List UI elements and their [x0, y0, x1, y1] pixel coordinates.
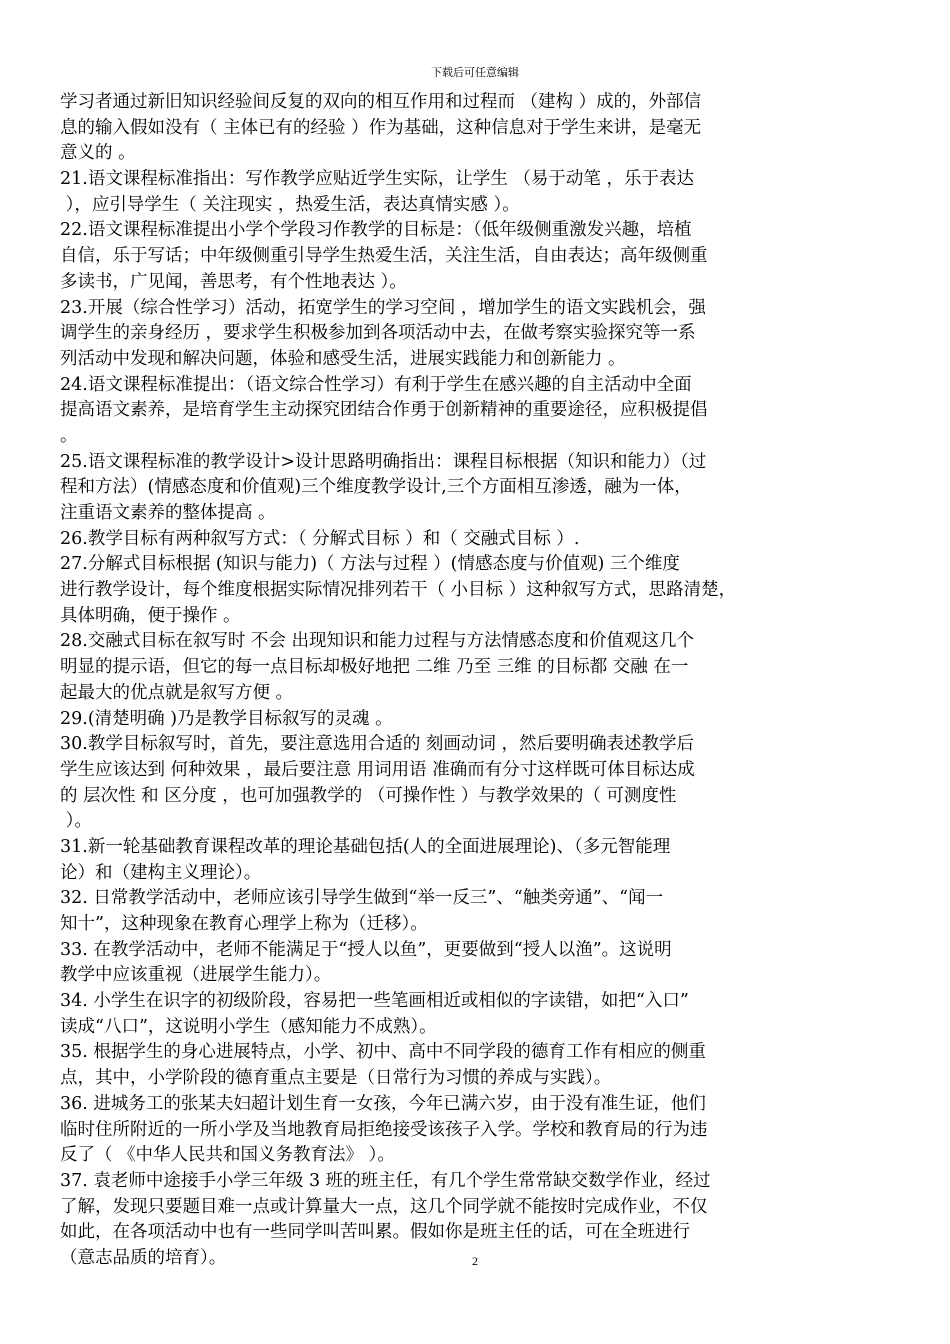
text-line: 如此，在各项活动中也有一些同学叫苦叫累。假如你是班主任的话，可在全班进行 [60, 1222, 690, 1243]
text-line: 37. 袁老师中途接手小学三年级 3 班的班主任，有几个学生常常缺交数学作业，经过 [60, 1170, 711, 1191]
text-line: 33. 在教学活动中，老师不能满足于“授人以鱼”，更要做到“授人以渔”。这说明 [60, 939, 672, 960]
text-line: 多读书，广见闻，善思考，有个性地表达 ）。 [60, 271, 407, 292]
text-line: ）。 [60, 811, 92, 832]
text-line: 息的输入假如没有（ 主体已有的经验 ）作为基础，这种信息对于学生来讲，是毫无 [60, 117, 702, 138]
text-line: 临时住所附近的一所小学及当地教育局拒绝接受该孩子入学。学校和教育局的行为违 [60, 1119, 708, 1140]
text-line: ），应引导学生（ 关注现实 ，热爱生活，表达真情实感 ）。 [60, 194, 520, 215]
text-line: 点，其中，小学阶段的德育重点主要是（日常行为习惯的养成与实践）。 [60, 1068, 612, 1089]
text-line: 明显的提示语，但它的每一点目标却极好地把 二维 乃至 三维 的目标都 交融 在一 [60, 657, 689, 678]
text-line: 学生应该达到 何种效果 ，最后要注意 用词用语 准确而有分寸这样既可体目标达成 [60, 759, 695, 780]
text-line: 自信，乐于写话；中年级侧重引导学生热爱生活，关注生活，自由表达；高年级侧重 [60, 246, 708, 267]
text-line: 26.教学目标有两种叙写方式：（ 分解式目标 ）和（ 交融式目标 ）. [60, 528, 580, 549]
text-line: 读成“八口”，这说明小学生（感知能力不成熟）。 [60, 1016, 437, 1037]
text-line: 程和方法）(情感态度和价值观)三个维度教学设计,三个方面相互渗透，融为一体， [60, 477, 692, 498]
text-line: 注重语文素养的整体提高 。 [60, 503, 276, 523]
text-line: 提高语文素养，是培育学生主动探究团结合作勇于创新精神的重要途径，应积极提倡 [60, 400, 708, 421]
text-line: 27.分解式目标根据 (知识与能力)（ 方法与过程 ）(情感态度与价值观) 三个维度 [60, 554, 680, 575]
text-line: 知十”，这种现象在教育心理学上称为（迁移）。 [60, 914, 428, 934]
text-line: 29.(清楚明确 )乃是教学目标叙写的灵魂 。 [60, 708, 393, 729]
text-line: 25.语文课程标准的教学设计>设计思路明确指出：课程目标根据（知识和能力）（过 [60, 451, 707, 472]
text-line: 反了（ 《中华人民共和国义务教育法》 ）。 [60, 1145, 395, 1166]
document-body [60, 90, 892, 1272]
text-line: 教学中应该重视（进展学生能力）。 [60, 965, 332, 986]
text-line: 36. 进城务工的张某夫妇超计划生育一女孩，今年已满六岁，由于没有准生证，他们 [60, 1093, 706, 1114]
text-line: 学习者通过新旧知识经验间反复的双向的相互作用和过程而 （建构 ）成的，外部信 [60, 92, 702, 112]
text-line: 具体明确，便于操作 。 [60, 605, 241, 626]
text-line: 35. 根据学生的身心进展特点，小学、初中、高中不同学段的德育工作有相应的侧重 [60, 1042, 706, 1063]
text-line: 34. 小学生在识字的初级阶段，容易把一些笔画相近或相似的字读错，如把“入口” [60, 991, 689, 1012]
text-line: 21.语文课程标准指出：写作教学应贴近学生实际，让学生 （易于动笔 ，乐于表达 [60, 169, 694, 190]
page-number: 2 [472, 1254, 478, 1268]
text-line: 22.语文课程标准提出小学个学段习作教学的目标是：（低年级侧重激发兴趣，培植 [60, 220, 692, 241]
text-line: 23.开展（综合性学习）活动，拓宽学生的学习空间 ，增加学生的语文实践机会，强 [60, 297, 706, 318]
text-line: 调学生的亲身经历 ，要求学生积极参加到各项活动中去，在做考察实验探究等一系 [60, 323, 696, 344]
text-line: 了解，发现只要题目难一点或计算量大一点，这几个同学就不能按时完成作业，不仅 [60, 1196, 708, 1217]
text-line: 30.教学目标叙写时，首先，要注意选用合适的 刻画动词 ，然后要明确表述教学后 [60, 734, 694, 755]
text-line: 意义的 。 [60, 143, 136, 164]
text-line: 。 [60, 425, 78, 446]
text-line: 24.语文课程标准提出：（语文综合性学习）有利于学生在感兴趣的自主活动中全面 [60, 374, 692, 395]
text-line: 28.交融式目标在叙写时 不会 出现知识和能力过程与方法情感态度和价值观这几个 [60, 631, 694, 652]
text-line: 起最大的优点就是叙写方便 。 [60, 682, 294, 703]
text-line: 论）和（建构主义理论）。 [60, 862, 262, 883]
page-header: 下载后可任意编辑 [431, 66, 519, 79]
text-line: 列活动中发现和解决问题，体验和感受生活，进展实践能力和创新能力 。 [60, 348, 626, 369]
text-line: 进行教学设计，每个维度根据实际情况排列若干（ 小目标 ）这种叙写方式，思路清楚， [60, 580, 737, 601]
text-line: 32. 日常教学活动中，老师应该引导学生做到“举一反三”、“触类旁通”、“闻一 [60, 888, 664, 909]
text-line: （意志品质的培育）。 [60, 1247, 227, 1268]
text-line: 31.新一轮基础教育课程改革的理论基础包括(人的全面进展理论)、（多元智能理 [60, 836, 671, 857]
text-line: 的 层次性 和 区分度 ，也可加强教学的 （可操作性 ）与教学效果的（ 可测度性 [60, 785, 677, 806]
